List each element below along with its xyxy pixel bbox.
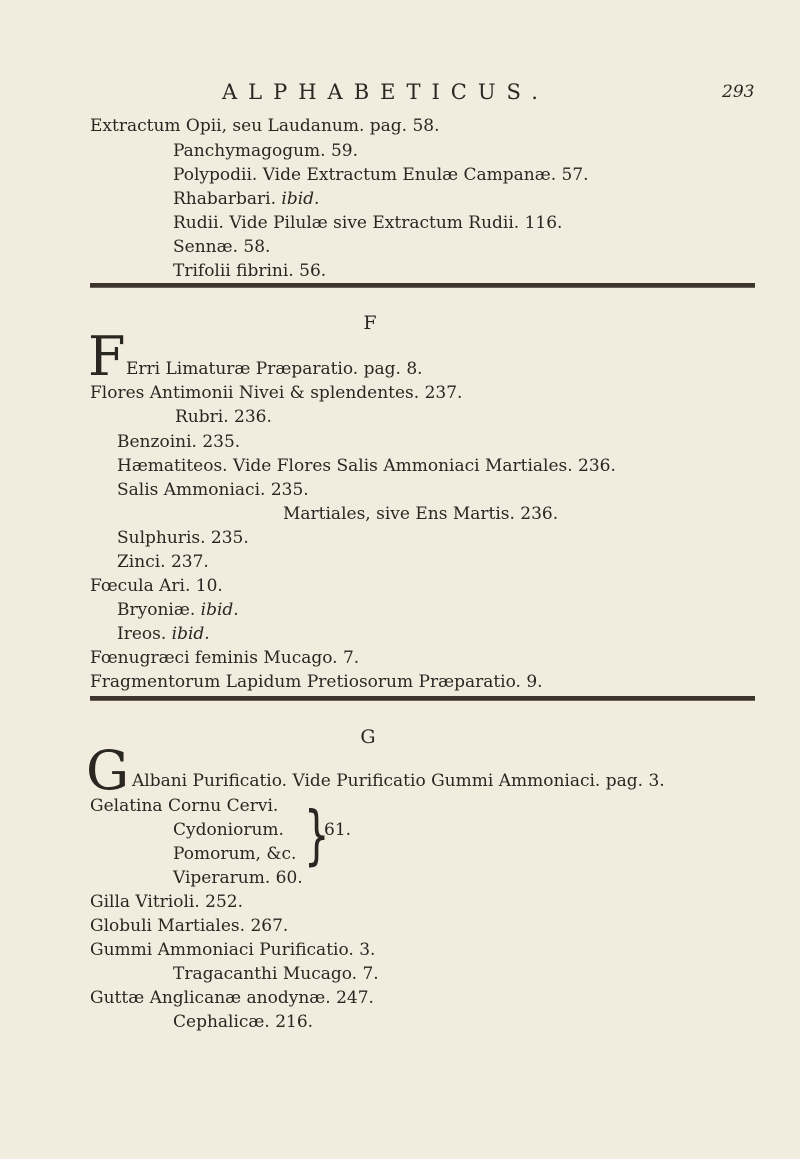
entry-line: Viperarum. 60. (173, 868, 303, 888)
entry-line: Gelatina Cornu Cervi. (90, 796, 279, 816)
entry-line: Gummi Ammoniaci Purificatio. 3. (90, 940, 376, 960)
entry-line: Fragmentorum Lapidum Pretiosorum Præparatio. 9. (90, 672, 543, 692)
entry-line: Hæmatiteos. Vide Flores Salis Ammoniaci Martiales. 236. (117, 456, 616, 476)
drop-cap: F (88, 325, 126, 388)
entry-text: Rhabarbari. (173, 189, 282, 209)
entry-line: Guttæ Anglicanæ anodynæ. 247. (90, 988, 374, 1008)
entry-line: Salis Ammoniaci. 235. (117, 480, 309, 500)
entry-line: Martiales, sive Ens Martis. 236. (283, 504, 559, 524)
entry-line: Pomorum, &c. (173, 844, 297, 864)
entry-line: Extractum Opii, seu Laudanum. pag. 58. (90, 116, 440, 136)
running-header (0, 80, 800, 110)
entry-line (117, 599, 239, 621)
entry-text: Ireos. (117, 624, 172, 644)
entry-line: Erri Limaturæ Præparatio. pag. 8. (126, 359, 423, 379)
entry-line: Gilla Vitrioli. 252. (90, 892, 244, 912)
entry-line: Fœnugræci feminis Mucago. 7. (90, 648, 360, 668)
entry-line: Zinci. 237. (117, 552, 209, 572)
brace-icon: } (304, 799, 330, 873)
entry-line (173, 188, 319, 210)
entry-ibid: ibid. (281, 189, 320, 209)
entry-line: Trifolii fibrini. 56. (173, 261, 327, 281)
entry-line: Fœcula Ari. 10. (90, 576, 223, 596)
entry-line: Benzoini. 235. (117, 432, 241, 452)
entry-line: Rudii. Vide Pilulæ sive Extractum Rudii. 116. (173, 213, 563, 233)
entry-line (117, 623, 210, 645)
drop-cap: G (86, 739, 130, 802)
section-letter: G (360, 726, 376, 748)
entry-line: Flores Antimonii Nivei & splendentes. 237. (90, 383, 463, 403)
section-rule (90, 283, 755, 288)
brace-reference: 61. (324, 820, 352, 840)
entry-line: Rubri. 236. (175, 407, 272, 427)
entry-line: Sennæ. 58. (173, 237, 271, 257)
entry-line: Panchymagogum. 59. (173, 141, 358, 161)
entry-line: Cydoniorum. (173, 820, 284, 840)
entry-line: Albani Purificatio. Vide Purificatio Gummi Ammoniaci. pag. 3. (132, 771, 665, 791)
entry-line: Sulphuris. 235. (117, 528, 249, 548)
entry-line: Tragacanthi Mucago. 7. (173, 964, 379, 984)
entry-ibid: ibid. (200, 600, 239, 620)
entry-line: Cephalicæ. 216. (173, 1012, 314, 1032)
entry-line: Polypodii. Vide Extractum Enulæ Campanæ. 57. (173, 165, 589, 185)
entry-text: Bryoniæ. (117, 600, 201, 620)
page-number: 293 (722, 82, 755, 102)
entry-line: Globuli Martiales. 267. (90, 916, 289, 936)
entry-ibid: ibid. (171, 624, 210, 644)
section-rule (90, 696, 755, 701)
section-letter: F (363, 312, 377, 334)
header-title: ALPHABETICUS. (222, 80, 549, 104)
